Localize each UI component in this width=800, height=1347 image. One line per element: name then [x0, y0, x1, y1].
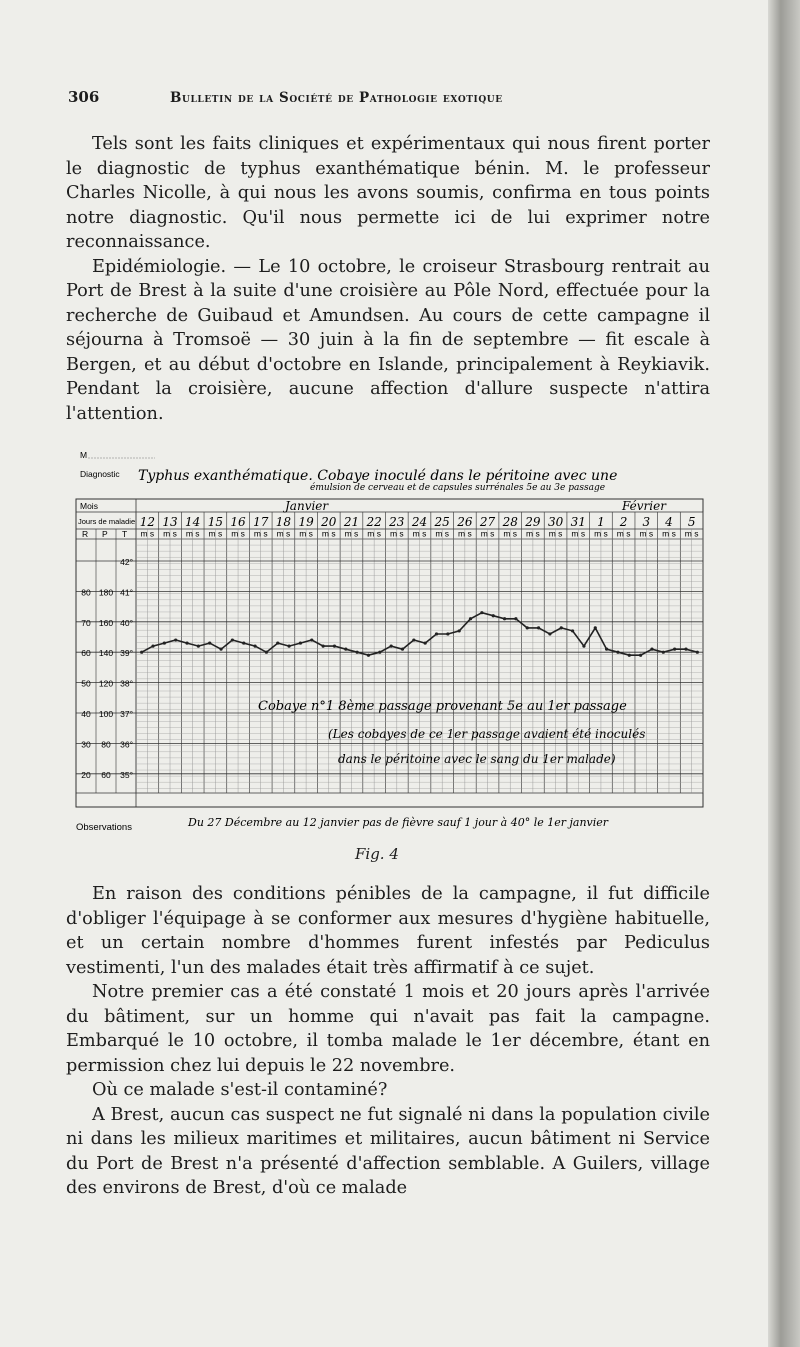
day-label: 14: [185, 515, 201, 529]
temperature-point: [650, 648, 653, 651]
temperature-point: [287, 645, 290, 648]
m-label: M: [80, 450, 88, 460]
p-tick-label: 60: [101, 769, 111, 780]
t-tick-label: 40°: [120, 617, 133, 628]
temperature-point: [276, 641, 279, 644]
day-label: 3: [642, 515, 651, 529]
temperature-point: [480, 611, 483, 614]
day-label: 21: [343, 515, 360, 529]
temperature-point: [537, 626, 540, 629]
p-tick-label: 140: [98, 648, 114, 659]
temperature-point: [140, 651, 143, 654]
temperature-point: [458, 629, 461, 632]
temperature-point: [322, 645, 325, 648]
body-text-bottom: [66, 882, 710, 1201]
page-edge: [768, 0, 800, 1347]
ms-label: m s: [480, 528, 495, 539]
temperature-point: [390, 645, 393, 648]
day-label: 20: [321, 515, 337, 529]
ms-label: m s: [163, 528, 177, 539]
ms-label: m s: [276, 528, 291, 539]
p-tick-label: 120: [98, 678, 114, 689]
t-tick-label: 41°: [120, 587, 133, 598]
temperature-point: [446, 632, 449, 635]
t-tick-label: 35°: [120, 769, 133, 780]
ms-label: m s: [503, 528, 518, 539]
day-label: 31: [570, 515, 586, 529]
temperature-point: [526, 626, 529, 629]
body-text-top: [66, 132, 710, 426]
temperature-point: [424, 641, 427, 644]
temperature-point: [151, 645, 154, 648]
temperature-point: [696, 651, 699, 654]
temperature-point: [662, 651, 665, 654]
temperature-point: [208, 641, 211, 644]
day-label: 28: [502, 515, 518, 529]
page-number: 306: [68, 88, 100, 106]
day-label: 4: [665, 515, 673, 529]
chart-grid: [76, 512, 703, 793]
temperature-point: [616, 651, 619, 654]
temperature-point: [299, 641, 302, 644]
annotation-line-1: Cobaye n°1 8ème passage provenant 5e au 1er passage: [258, 699, 627, 714]
day-label: 25: [434, 515, 450, 529]
paragraph-campagne: En raison des conditions pénibles de la campagne, il fut difficile d'obliger l'équipage à se conformer aux mesures d'hygiène habituelle, et un certain nombre d'hommes furent infestés par Pediculus vestimenti, l'un des malades était très affirmatif à ce sujet.: [66, 884, 710, 978]
ms-label: m s: [639, 528, 654, 539]
temperature-point: [571, 629, 574, 632]
temperature-point: [333, 645, 336, 648]
ms-label: m s: [616, 528, 631, 539]
day-label: 29: [525, 515, 541, 529]
ms-label: m s: [140, 528, 155, 539]
r-tick-label: 40: [81, 709, 91, 719]
temperature-point: [174, 638, 177, 641]
t-tick-label: 37°: [120, 709, 133, 719]
temperature-point: [367, 654, 370, 657]
ms-label: m s: [571, 528, 586, 539]
paragraph-diagnostic: Tels sont les faits cliniques et expérimentaux qui nous firent porter le diagnostic de typhus exanthématique bénin. M. le professeur Charles Nicolle, à qui nous les avons soumis, confirma en tous points notre diagnostic. Qu'il nous permette ici de lui exprimer notre reconnaissance.: [66, 134, 710, 252]
temperature-point: [163, 641, 166, 644]
ms-label: m s: [253, 528, 268, 539]
temperature-point: [503, 617, 506, 620]
temperature-point: [514, 617, 517, 620]
day-label: 26: [457, 515, 473, 529]
temperature-point: [412, 638, 415, 641]
temperature-point: [185, 641, 188, 644]
diagnostic-text-2: émulsion de cerveau et de capsules surrénales 5e au 3e passage: [310, 483, 606, 493]
day-label: 19: [298, 515, 314, 529]
p-tick-label: 80: [101, 739, 111, 750]
temperature-point: [435, 632, 438, 635]
day-label: 17: [253, 515, 269, 529]
temperature-point: [594, 626, 597, 629]
day-label: 5: [687, 515, 696, 529]
day-label: 15: [207, 515, 224, 529]
t-tick-label: 39°: [120, 648, 133, 659]
day-label: 30: [547, 515, 564, 529]
ms-label: m s: [299, 528, 313, 539]
p-tick-label: 100: [98, 709, 114, 719]
temperature-point: [469, 617, 472, 620]
day-labels: [140, 515, 699, 539]
month-february: Février: [622, 499, 666, 513]
day-label: 23: [389, 515, 405, 529]
ms-label: m s: [594, 528, 608, 539]
diagnostic-text: Typhus exanthématique. Cobaye inoculé dans le péritoine avec une: [138, 468, 618, 484]
p-tick-label: 160: [98, 617, 114, 628]
paragraph-premier-cas: Notre premier cas a été constaté 1 mois et 20 jours après l'arrivée du bâtiment, sur un homme qui n'avait pas fait la campagne. Embarqué le 10 octobre, il tomba malade le 1er décembre, étant en permission chez lui depuis le 22 novembre.: [66, 982, 710, 1076]
temperature-point: [582, 645, 585, 648]
temperature-point: [492, 614, 495, 617]
r-tick-label: 30: [81, 739, 91, 750]
temperature-point: [548, 632, 551, 635]
temperature-point: [242, 641, 245, 644]
ms-label: m s: [208, 528, 223, 539]
observations-label: Observations: [76, 822, 132, 833]
temperature-point: [265, 651, 268, 654]
ms-label: m s: [526, 528, 540, 539]
day-label: 2: [619, 515, 628, 529]
col-t-label: T: [122, 529, 128, 539]
month-january: Janvier: [285, 499, 329, 513]
ms-label: m s: [662, 528, 676, 539]
day-label: 27: [479, 515, 496, 529]
temperature-point: [197, 645, 200, 648]
day-label: 12: [139, 515, 155, 529]
ms-label: m s: [458, 528, 472, 539]
ms-label: m s: [389, 528, 404, 539]
ms-label: m s: [367, 528, 381, 539]
temperature-point: [684, 648, 687, 651]
col-p-label: P: [102, 529, 108, 539]
temperature-point: [673, 648, 676, 651]
paragraph-brest: A Brest, aucun cas suspect ne fut signalé ni dans la population civile ni dans les milieux maritimes et militaires, aucun bâtiment ni Service du Port de Brest n'a présenté d'affection semblable. A Guilers, village des environs de Brest, d'où ce malade: [66, 1104, 710, 1198]
figure-caption: Fig. 4: [355, 845, 399, 863]
r-tick-label: 80: [81, 587, 91, 598]
temperature-point: [378, 651, 381, 654]
observations-text: Du 27 Décembre au 12 janvier pas de fièvre sauf 1 jour à 40° le 1er janvier: [188, 816, 609, 829]
temperature-point: [639, 654, 642, 657]
r-tick-label: 60: [81, 648, 91, 659]
temperature-point: [231, 638, 234, 641]
ms-label: m s: [231, 528, 245, 539]
r-tick-label: 50: [81, 678, 91, 689]
ms-label: m s: [344, 528, 359, 539]
jours-label: Jours de maladie: [78, 517, 136, 526]
temperature-point: [219, 648, 222, 651]
temperature-point: [628, 654, 631, 657]
temperature-point: [560, 626, 563, 629]
day-label: 18: [275, 515, 292, 529]
diagnostic-label: Diagnostic: [80, 469, 120, 479]
ms-label: m s: [412, 528, 427, 539]
p-tick-label: 180: [98, 587, 114, 598]
ms-label: m s: [185, 528, 200, 539]
day-label: 22: [366, 515, 382, 529]
t-tick-label: 42°: [120, 557, 133, 567]
ms-label: m s: [548, 528, 563, 539]
temperature-point: [401, 648, 404, 651]
running-head: Bulletin de la Société de Pathologie exotique: [170, 90, 503, 106]
day-label: 1: [597, 515, 605, 529]
temperature-point: [605, 648, 608, 651]
day-label: 16: [230, 515, 246, 529]
temperature-point: [344, 648, 347, 651]
temperature-point: [356, 651, 359, 654]
annotation-line-2: (Les cobayes de ce 1er passage avaient été inoculés: [328, 727, 646, 741]
ms-label: m s: [321, 528, 336, 539]
paragraph-question: Où ce malade s'est-il contaminé?: [92, 1080, 388, 1100]
temperature-point: [310, 638, 313, 641]
day-label: 13: [162, 515, 178, 529]
r-tick-label: 20: [81, 769, 91, 780]
temperature-point: [253, 645, 256, 648]
t-tick-label: 36°: [120, 739, 133, 750]
r-tick-label: 70: [81, 617, 91, 628]
ms-label: m s: [684, 528, 699, 539]
t-tick-label: 38°: [120, 678, 133, 689]
annotation-line-3: dans le péritoine avec le sang du 1er malade): [338, 752, 616, 766]
day-label: 24: [411, 515, 428, 529]
paragraph-epidemiologie: Epidémiologie. — Le 10 octobre, le croiseur Strasbourg rentrait au Port de Brest à la suite d'une croisière au Pôle Nord, effectuée pour la recherche de Guibaud et Amundsen. Au cours de cette campagne il séjourna à Tromsoë — 30 juin à la fin de septembre — fit escale à Bergen, et au début d'octobre en Islande, principalement à Reykiavik. Pendant la croisière, aucune affection d'allure suspecte n'attira l'attention.: [66, 256, 710, 424]
ms-label: m s: [435, 528, 450, 539]
col-r-label: R: [82, 529, 89, 539]
mois-label: Mois: [80, 501, 98, 511]
axis-labels: [81, 557, 133, 780]
temperature-chart-figure: [70, 448, 710, 833]
